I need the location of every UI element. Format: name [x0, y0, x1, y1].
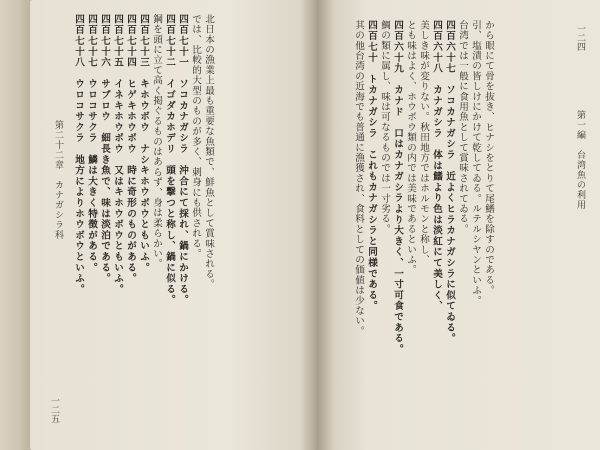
- left-heading-474: 四百七十四 ヒゲキホウボウ 時に奇形のものがある。: [125, 14, 136, 284]
- right-col-0: から眼にて骨を抜き、ヒナシをとりて尾鰭を除すのである。: [483, 20, 494, 296]
- right-page-number: 一二四: [575, 24, 585, 51]
- right-col-10: 其の他台湾の近海でも普通に漁獲され、食料としての価値は少ない。: [353, 20, 364, 337]
- left-page: [30, 0, 316, 450]
- right-heading-468: 四百六十八 カナガシラ 体は鰭より色は淡紅にて美しく、: [431, 20, 442, 312]
- left-col-4: 鋼を頭に立て高く掲ぐるものはあらず、身は柔らかい。: [151, 14, 162, 269]
- left-heading-471: 四百七十一 ソコカナガシラ 沖合にて採れ、鍋にかける。: [177, 14, 188, 306]
- right-col-6: とも味はよく、ホウボウ類の内では美味であるといふ。: [405, 20, 416, 275]
- left-col-1: では、比較的大型のものが多く、刺身にも供される。: [190, 14, 201, 259]
- book-cover-edge: [0, 0, 31, 450]
- right-col-1: 引、塩漬の皆しけにかけて乾してゐる。ルテルシヤンといふ。: [470, 20, 481, 306]
- right-col-2: 台湾では一般に食用魚として賞味されてゐる。: [457, 20, 468, 235]
- left-page-body: [72, 14, 215, 444]
- right-heading-469: 四百六十九 カナド 口はカナガシラより大きく、一寸可食である。: [392, 20, 403, 355]
- right-heading-470: 四百七十 トカナガシラ これもカナガシラと同様である。: [366, 20, 377, 312]
- left-heading-478: 四百七十八 ウロコサクラ 地方によりホウボウといふ。: [73, 14, 84, 295]
- left-heading-472: 四百七十二 イゴダカホデリ 頭を撃つと称し、鍋に似る。: [164, 14, 175, 306]
- right-col-8: 鯛の類に属し、味は可なるものでは一寸劣る。: [379, 20, 390, 235]
- left-heading-473: 四百七十三 キホウボウ ナシキホウボウともいふ。: [138, 14, 149, 274]
- left-heading-476: 四百七十六 サブロウ 細長き魚で、味は淡泊である。: [99, 14, 110, 284]
- right-page-body: [352, 20, 495, 440]
- left-heading-477: 四百七十七 ウロコサクラ 鱗は大きく特徴がある。: [86, 14, 97, 274]
- right-running-header: 第一編 台湾魚の利用: [575, 110, 585, 210]
- left-col-0: 北日本の漁業上最も重要な魚類で、鮮魚として賞味される。: [203, 14, 214, 290]
- right-page: [316, 0, 600, 450]
- right-heading-467: 四百六十七 ソコカナガシラ 近よくヒラカナガシラに似てゐる。: [444, 20, 455, 344]
- right-col-5: 美しき味が変りない。秋田地方ではホルモンと称し、: [418, 20, 429, 265]
- left-heading-475: 四百七十五 イネキホウボウ 又はキホウボウともいふ。: [112, 14, 123, 295]
- left-running-header: 第二十二章 カナガシラ科: [53, 120, 63, 240]
- left-page-number: 一二五: [49, 396, 59, 423]
